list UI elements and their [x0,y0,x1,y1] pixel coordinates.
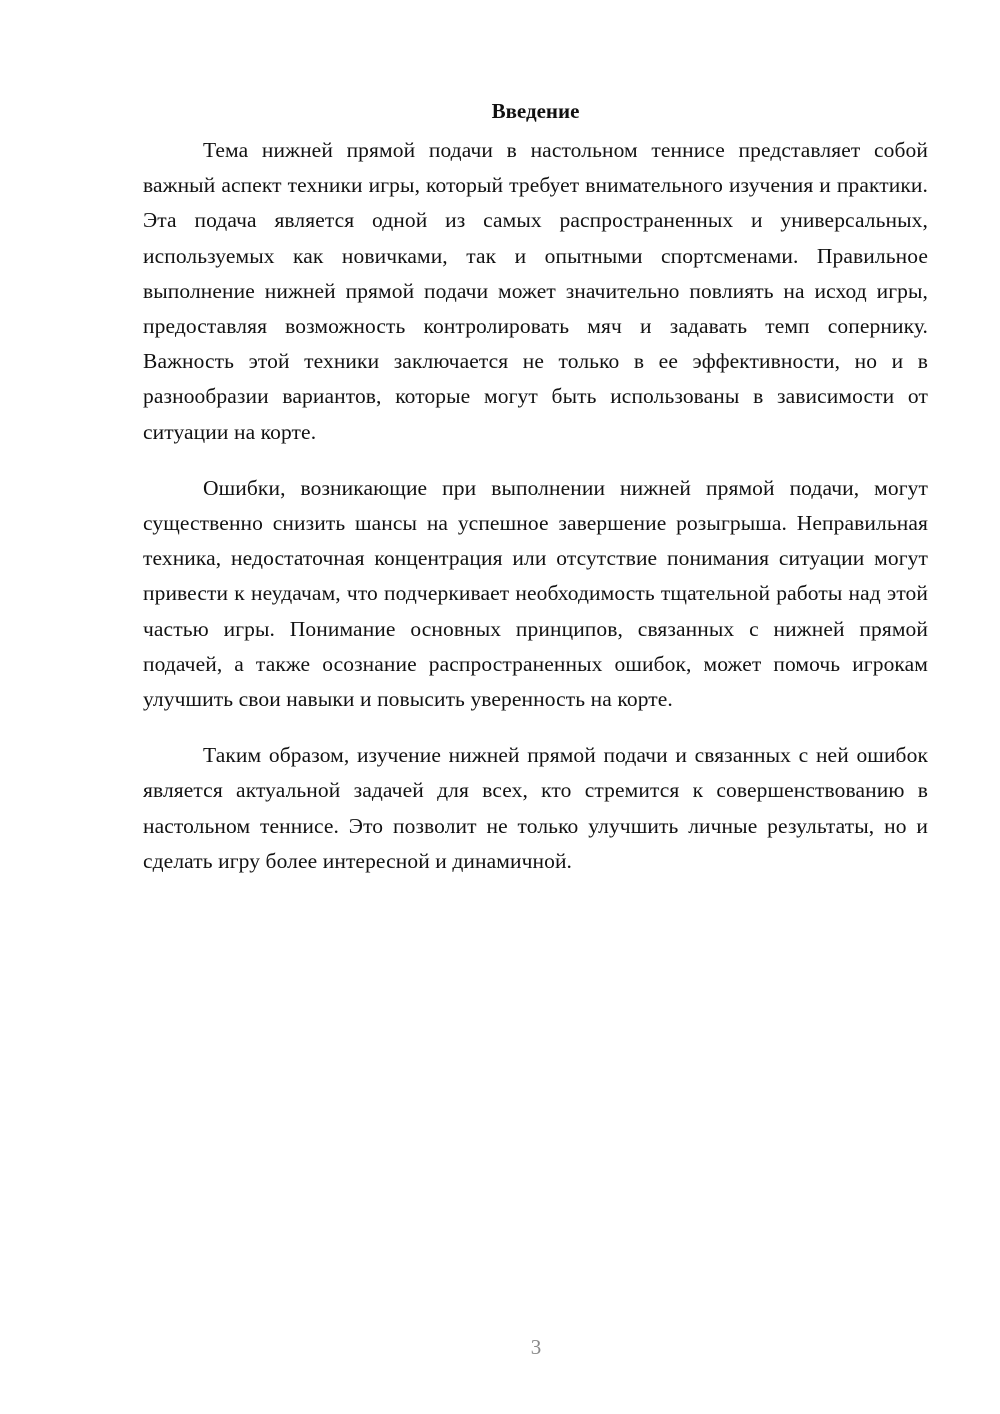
page-content [143,96,928,900]
paragraph-1: Тема нижней прямой подачи в настольном теннисе представляет собой важный аспект техники игры, который требует внимательного изучения и практики. Эта подача является одной из самых распространенных и универсальных, используемых как новичками, так и опытными спортсменами. Правильное выполнение нижней прямой подачи может значительно повлиять на исход игры, предоставляя возможность контролировать мяч и задавать темп сопернику. Важность этой техники заключается не только в ее эффективности, но и в разнообразии вариантов, которые могут быть использованы в зависимости от ситуации на корте. [143,138,928,444]
paragraph-3: Таким образом, изучение нижней прямой подачи и связанных с ней ошибок является актуальной задачей для всех, кто стремится к совершенствованию в настольном теннисе. Это позволит не только улучшить личные результаты, но и сделать игру более интересной и динамичной. [143,743,928,873]
section-title: Введение [491,99,580,123]
paragraph-2: Ошибки, возникающие при выполнении нижней прямой подачи, могут существенно снизить шансы на успешное завершение розыгрыша. Неправильная техника, недостаточная концентрация или отсутствие понимания ситуации могут привести к неудачам, что подчеркивает необходимость тщательной работы над этой частью игры. Понимание основных принципов, связанных с нижней прямой подачей, а также осознание распространенных ошибок, может помочь игрокам улучшить свои навыки и повысить уверенность на корте. [143,475,928,712]
page-number: 3 [530,1335,542,1359]
